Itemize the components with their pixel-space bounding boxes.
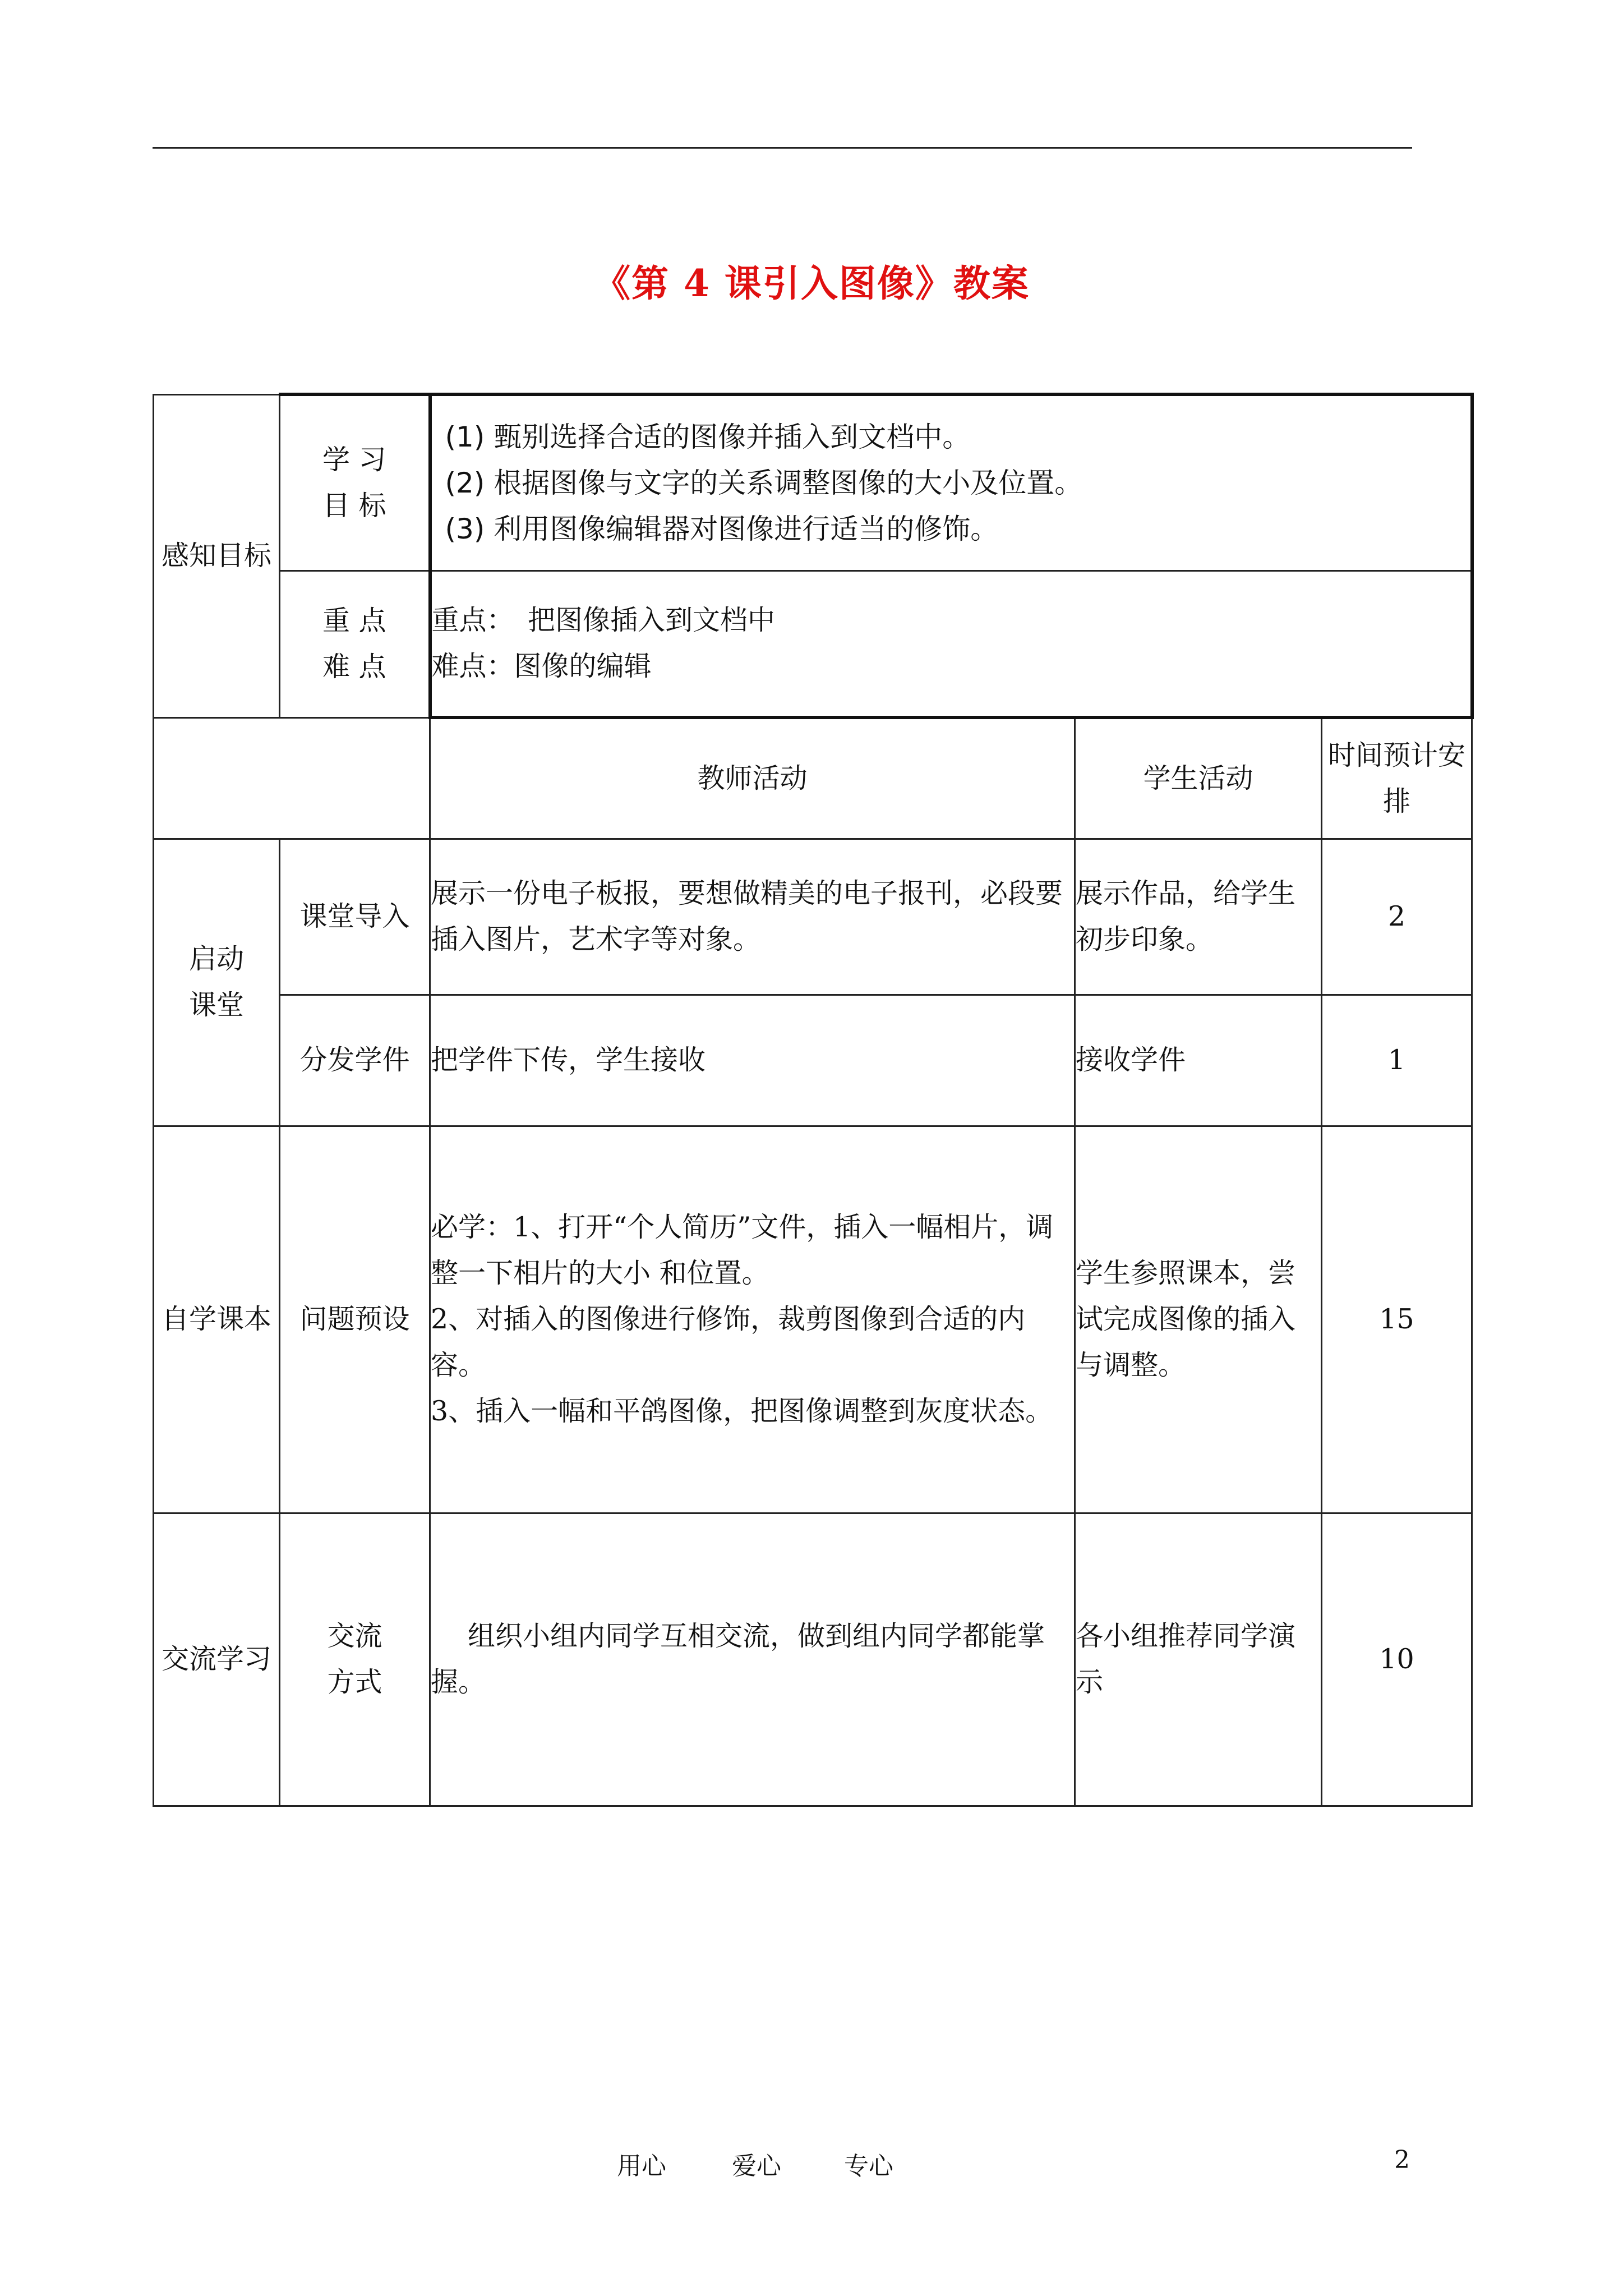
time-value: 10 — [1322, 1513, 1472, 1806]
step-label: 课堂导入 — [280, 839, 430, 995]
goals-list — [430, 394, 1472, 570]
header-teacher: 教师活动 — [430, 717, 1075, 839]
goal-item: (2) 根据图像与文字的关系调整图像的大小及位置。 — [445, 466, 1083, 499]
time-value: 15 — [1322, 1126, 1472, 1513]
page-title: 《第 4 课引入图像》教案 — [593, 261, 1030, 305]
difficult-point: 难点：图像的编辑 — [431, 650, 652, 683]
key-points — [430, 570, 1472, 717]
teacher-line: 3、插入一幅和平鸽图像，把图像调整到灰度状态。 — [431, 1395, 1053, 1427]
teacher-activity: 展示一份电子板报，要想做精美的电子报刊，必段要插入图片，艺术字等对象。 — [430, 839, 1075, 995]
key-label-line-2: 难 点 — [322, 651, 386, 683]
student-activity: 学生参照课本，尝试完成图像的插入与调整。 — [1075, 1126, 1322, 1513]
student-activity: 各小组推荐同学演示 — [1075, 1513, 1322, 1806]
page-number: 2 — [1394, 2146, 1410, 2174]
footer-motto-1: 用心 — [617, 2152, 666, 2180]
table-row — [154, 1513, 1472, 1806]
student-activity: 展示作品，给学生初步印象。 — [1075, 839, 1322, 995]
goals-label-line-1: 学 习 — [322, 443, 386, 476]
goal-item: (3) 利用图像编辑器对图像进行适当的修饰。 — [445, 512, 999, 545]
perception-label: 感知目标 — [154, 394, 280, 717]
lesson-plan-table — [153, 393, 1474, 1807]
teacher-activity: 组织小组内同学互相交流，做到组内同学都能掌握。 — [430, 1513, 1075, 1806]
teacher-activity: 把学件下传，学生接收 — [430, 995, 1075, 1126]
step-label: 分发学件 — [280, 995, 430, 1126]
time-value: 1 — [1322, 995, 1472, 1126]
teacher-line: 2、对插入的图像进行修饰，裁剪图像到合适的内容。 — [431, 1303, 1026, 1381]
goals-row — [154, 394, 1472, 570]
step-line-1: 交流 — [327, 1620, 382, 1652]
table-row — [154, 839, 1472, 995]
header-time: 时间预计安排 — [1322, 717, 1472, 839]
stage-label: 自学课本 — [154, 1126, 280, 1513]
header-blank — [154, 717, 430, 839]
time-value: 2 — [1322, 839, 1472, 995]
step-label — [280, 1513, 430, 1806]
header-row — [154, 717, 1472, 839]
teacher-activity — [430, 1126, 1075, 1513]
header-rule — [153, 147, 1412, 149]
key-label-line-1: 重 点 — [322, 605, 386, 637]
goal-item: (1) 甄别选择合适的图像并插入到文档中。 — [445, 420, 971, 453]
stage-text: 启动课堂 — [188, 943, 244, 1021]
teacher-line: 必学：1、打开“个人简历”文件，插入一幅相片，调整一下相片的大小 和位置。 — [431, 1211, 1054, 1289]
header-student: 学生活动 — [1075, 717, 1322, 839]
key-label — [280, 570, 430, 717]
key-point: 重点： 把图像插入到文档中 — [431, 604, 776, 637]
table-row — [154, 995, 1472, 1126]
step-line-2: 方式 — [327, 1666, 382, 1698]
stage-label: 交流学习 — [154, 1513, 280, 1806]
student-activity: 接收学件 — [1075, 995, 1322, 1126]
footer-motto-2: 爱心 — [732, 2152, 781, 2180]
footer-motto-3: 专心 — [844, 2152, 893, 2180]
step-label: 问题预设 — [280, 1126, 430, 1513]
goals-label — [280, 394, 430, 570]
stage-label — [154, 839, 280, 1126]
table-row — [154, 1126, 1472, 1513]
key-points-row — [154, 570, 1472, 717]
goals-label-line-2: 目 标 — [322, 489, 386, 522]
